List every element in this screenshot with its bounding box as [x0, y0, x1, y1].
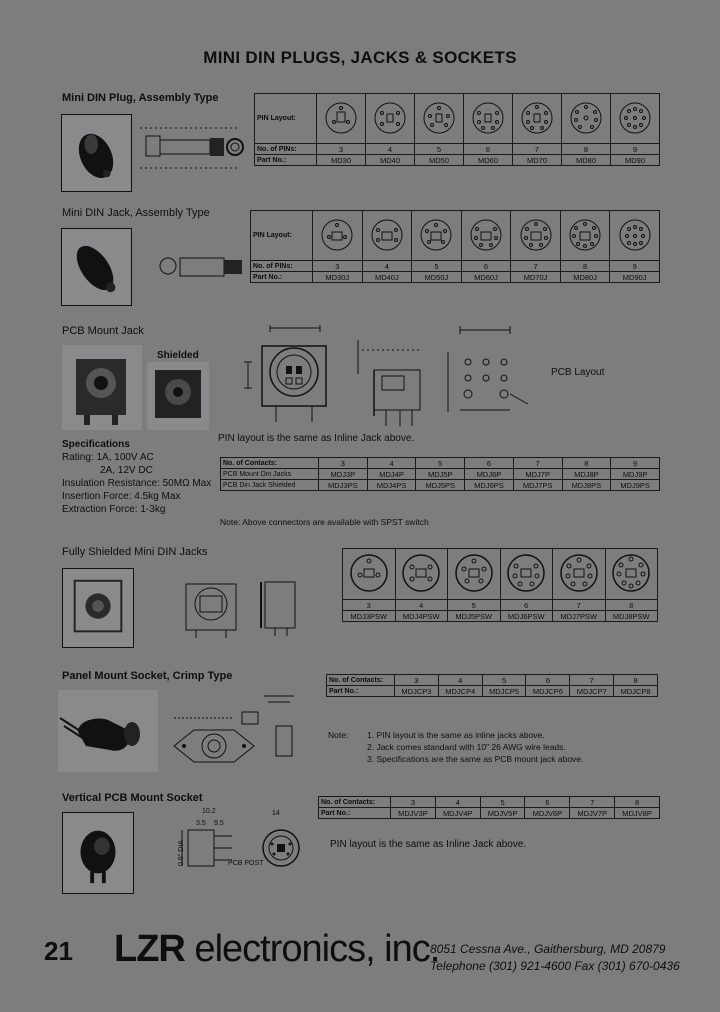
- shielded-layout-8: [605, 549, 658, 600]
- table-cell: MD70: [513, 155, 562, 166]
- table-cell: MDJ4P: [367, 469, 416, 480]
- panel-table: [326, 674, 658, 697]
- table-cell: 8: [614, 675, 658, 686]
- table-cell: MDJ6PS: [465, 480, 514, 491]
- table-cell: MD70J: [511, 272, 561, 283]
- table-cell: 6: [525, 797, 570, 808]
- page-number: 21: [44, 936, 73, 966]
- panel-note-label: Note:: [328, 730, 349, 740]
- table-cell: 4: [435, 797, 480, 808]
- table-cell: 5: [412, 261, 462, 272]
- table-cell: MDJ6PSW: [500, 611, 553, 622]
- jack-heading: Mini DIN Jack, Assembly Type: [62, 207, 210, 219]
- table-cell: MDJ4PSW: [395, 611, 448, 622]
- table-cell: MDJ5PS: [416, 480, 465, 491]
- table-cell: MDJCP5: [482, 686, 526, 697]
- dim-label: 0.6" DIA: [178, 840, 185, 866]
- dim-label: 9.5: [214, 820, 224, 827]
- table-cell: MDJ3PS: [319, 480, 368, 491]
- table-cell: MDJCP3: [395, 686, 439, 697]
- jack-layout-7: [511, 211, 561, 261]
- panel-note: 1. PIN layout is the same as inline jacks above.: [367, 730, 545, 740]
- table-cell: MDJ4PS: [367, 480, 416, 491]
- jack-drawing: [158, 248, 248, 283]
- pcb-row2-label: PCB Din Jack Shielded: [221, 480, 319, 491]
- spec-line: Rating: 1A, 100V AC: [62, 452, 154, 463]
- pcb-layout-label: PCB Layout: [551, 367, 605, 378]
- shielded-layout-3: [343, 549, 396, 600]
- pcb-specs: [62, 438, 211, 516]
- panel-heading: Panel Mount Socket, Crimp Type: [62, 670, 233, 682]
- table-cell: 5: [448, 600, 501, 611]
- jack-part-label: Part No.:: [251, 272, 313, 283]
- table-cell: 8: [615, 797, 660, 808]
- pcb-shielded-photo: [147, 362, 209, 430]
- spec-line: Extraction Force: 1-3kg: [62, 504, 166, 515]
- table-cell: 8: [562, 458, 611, 469]
- table-cell: 8: [605, 600, 658, 611]
- table-cell: MDJCP7: [570, 686, 614, 697]
- vertical-pin-note: PIN layout is the same as Inline Jack above.: [330, 839, 527, 850]
- table-cell: MD60: [464, 155, 513, 166]
- plug-layout-7: [513, 94, 562, 144]
- table-cell: 7: [553, 600, 606, 611]
- table-cell: 4: [395, 600, 448, 611]
- shielded-side-drawing: [255, 578, 305, 638]
- table-cell: MDJ8P: [562, 469, 611, 480]
- vertical-contacts-label: No. of Contacts:: [319, 797, 391, 808]
- pcb-switch-note: Note: Above connectors are available with SPST switch: [220, 517, 429, 527]
- table-cell: MD90: [611, 155, 660, 166]
- table-cell: 9: [611, 144, 660, 155]
- table-cell: 7: [513, 458, 562, 469]
- jack-pin-layout-label: PIN Layout:: [251, 211, 313, 261]
- plug-table: [254, 93, 660, 166]
- table-cell: MD80: [562, 155, 611, 166]
- pcb-side-drawing: [352, 330, 432, 430]
- table-cell: 6: [461, 261, 511, 272]
- table-cell: MDJ6P: [465, 469, 514, 480]
- table-cell: 6: [500, 600, 553, 611]
- table-cell: 9: [610, 261, 660, 272]
- shielded-layout-7: [553, 549, 606, 600]
- panel-photo: [58, 690, 158, 772]
- table-cell: MDJ3P: [319, 469, 368, 480]
- table-cell: MDJCP6: [526, 686, 570, 697]
- table-cell: MD40: [366, 155, 415, 166]
- pcb-contacts-label: No. of Contacts:: [221, 458, 319, 469]
- dim-label: 10.2: [202, 808, 216, 815]
- vertical-photo: [62, 812, 134, 894]
- table-cell: 8: [560, 261, 610, 272]
- company-address: [430, 941, 680, 975]
- jack-layout-5: [412, 211, 462, 261]
- jack-layout-8: [560, 211, 610, 261]
- pcb-heading: PCB Mount Jack: [62, 325, 144, 337]
- table-cell: MD90J: [610, 272, 660, 283]
- table-cell: MDJ7PSW: [553, 611, 606, 622]
- table-cell: 7: [511, 261, 561, 272]
- table-cell: 7: [513, 144, 562, 155]
- table-cell: MDJCP4: [438, 686, 482, 697]
- table-cell: MDJV7P: [570, 808, 615, 819]
- pcb-layout-drawing: [440, 322, 530, 422]
- panel-drawing: [164, 690, 304, 780]
- table-cell: MDJ8PS: [562, 480, 611, 491]
- table-cell: 8: [562, 144, 611, 155]
- shielded-layout-4: [395, 549, 448, 600]
- table-cell: MDJ7PS: [513, 480, 562, 491]
- table-cell: MDJ3PSW: [343, 611, 396, 622]
- jack-layout-4: [362, 211, 412, 261]
- address-line: 8051 Cessna Ave., Gaithersburg, MD 20879: [430, 942, 666, 956]
- plug-heading: Mini DIN Plug, Assembly Type: [62, 92, 219, 104]
- table-cell: 5: [416, 458, 465, 469]
- plug-layout-4: [366, 94, 415, 144]
- pcb-photo: [62, 345, 142, 430]
- table-cell: MDJ7P: [513, 469, 562, 480]
- pcb-shielded-label: Shielded: [157, 350, 199, 361]
- table-cell: MD80J: [560, 272, 610, 283]
- table-cell: 3: [391, 797, 436, 808]
- shielded-photo: [62, 568, 134, 648]
- shielded-layout-6: [500, 549, 553, 600]
- table-cell: MDJV3P: [391, 808, 436, 819]
- table-cell: MD30J: [313, 272, 363, 283]
- company-logo: [114, 928, 439, 971]
- panel-note: 2. Jack comes standard with 10" 26 AWG wire leads.: [367, 742, 566, 752]
- spec-line: 2A, 12V DC: [100, 465, 153, 476]
- table-cell: MD50: [415, 155, 464, 166]
- jack-pins-label: No. of PINs:: [251, 261, 313, 272]
- plug-layout-9: [611, 94, 660, 144]
- panel-contacts-label: No. of Contacts:: [327, 675, 395, 686]
- panel-note: 3. Specifications are the same as PCB mount jack above.: [367, 754, 584, 764]
- table-cell: 4: [438, 675, 482, 686]
- vertical-part-label: Part No.:: [319, 808, 391, 819]
- dim-label: PCB POST: [228, 860, 264, 867]
- table-cell: MDJ9P: [611, 469, 660, 480]
- plug-layout-5: [415, 94, 464, 144]
- shielded-table: [342, 548, 658, 622]
- table-cell: MDJV5P: [480, 808, 525, 819]
- shielded-heading: Fully Shielded Mini DIN Jacks: [62, 546, 208, 558]
- jack-layout-6: [461, 211, 511, 261]
- spec-line: Insulation Resistance: 50MΩ Max: [62, 478, 212, 489]
- table-cell: MDJV4P: [435, 808, 480, 819]
- jack-layout-3: [313, 211, 363, 261]
- spec-line: Insertion Force: 4.5kg Max: [62, 491, 181, 502]
- table-cell: MDJ8PSW: [605, 611, 658, 622]
- pcb-front-drawing: [240, 322, 340, 432]
- table-cell: 3: [343, 600, 396, 611]
- dim-label: 14: [272, 810, 280, 817]
- table-cell: MD30: [317, 155, 366, 166]
- table-cell: MD50J: [412, 272, 462, 283]
- table-cell: MDJ5PSW: [448, 611, 501, 622]
- table-cell: MDJV8P: [615, 808, 660, 819]
- dim-label: 3.5: [196, 820, 206, 827]
- vertical-table: [318, 796, 660, 819]
- table-cell: 5: [480, 797, 525, 808]
- table-cell: MDJ5P: [416, 469, 465, 480]
- table-cell: MDJ9PS: [611, 480, 660, 491]
- table-cell: 7: [570, 797, 615, 808]
- pcb-table: [220, 457, 660, 491]
- jack-photo: [61, 228, 132, 306]
- table-cell: 3: [395, 675, 439, 686]
- jack-table: [250, 210, 660, 283]
- shielded-front-drawing: [176, 580, 246, 640]
- plug-photo: [61, 114, 132, 192]
- table-cell: 3: [319, 458, 368, 469]
- panel-part-label: Part No.:: [327, 686, 395, 697]
- page-title: MINI DIN PLUGS, JACKS & SOCKETS: [203, 48, 517, 67]
- table-cell: MDJCP8: [614, 686, 658, 697]
- table-cell: MDJV6P: [525, 808, 570, 819]
- table-cell: 6: [465, 458, 514, 469]
- shielded-layout-5: [448, 549, 501, 600]
- brand-rest: electronics, inc.: [184, 928, 440, 970]
- panel-notes: [367, 729, 583, 765]
- table-cell: 5: [415, 144, 464, 155]
- vertical-front-drawing: [256, 820, 306, 880]
- table-cell: MD40J: [362, 272, 412, 283]
- plug-layout-3: [317, 94, 366, 144]
- table-cell: 3: [313, 261, 363, 272]
- brand-bold: LZR: [114, 928, 185, 970]
- table-cell: 6: [526, 675, 570, 686]
- plug-pins-label: No. of PINs:: [255, 144, 317, 155]
- plug-layout-8: [562, 94, 611, 144]
- plug-drawing: [138, 118, 248, 178]
- phone-line: Telephone (301) 921-4600 Fax (301) 670-0436: [430, 959, 680, 973]
- table-cell: 5: [482, 675, 526, 686]
- table-cell: 6: [464, 144, 513, 155]
- vertical-heading: Vertical PCB Mount Socket: [62, 792, 203, 804]
- table-cell: 4: [366, 144, 415, 155]
- table-cell: 7: [570, 675, 614, 686]
- table-cell: MD60J: [461, 272, 511, 283]
- table-cell: 4: [362, 261, 412, 272]
- specs-heading: Specifications: [62, 439, 130, 450]
- plug-pin-layout-label: PIN Layout:: [255, 94, 317, 144]
- pcb-pin-note: PIN layout is the same as Inline Jack above.: [218, 433, 415, 444]
- table-cell: 4: [367, 458, 416, 469]
- plug-layout-6: [464, 94, 513, 144]
- table-cell: 3: [317, 144, 366, 155]
- pcb-row1-label: PCB Mount Din Jacks: [221, 469, 319, 480]
- jack-layout-9: [610, 211, 660, 261]
- plug-part-label: Part No.:: [255, 155, 317, 166]
- table-cell: 9: [611, 458, 660, 469]
